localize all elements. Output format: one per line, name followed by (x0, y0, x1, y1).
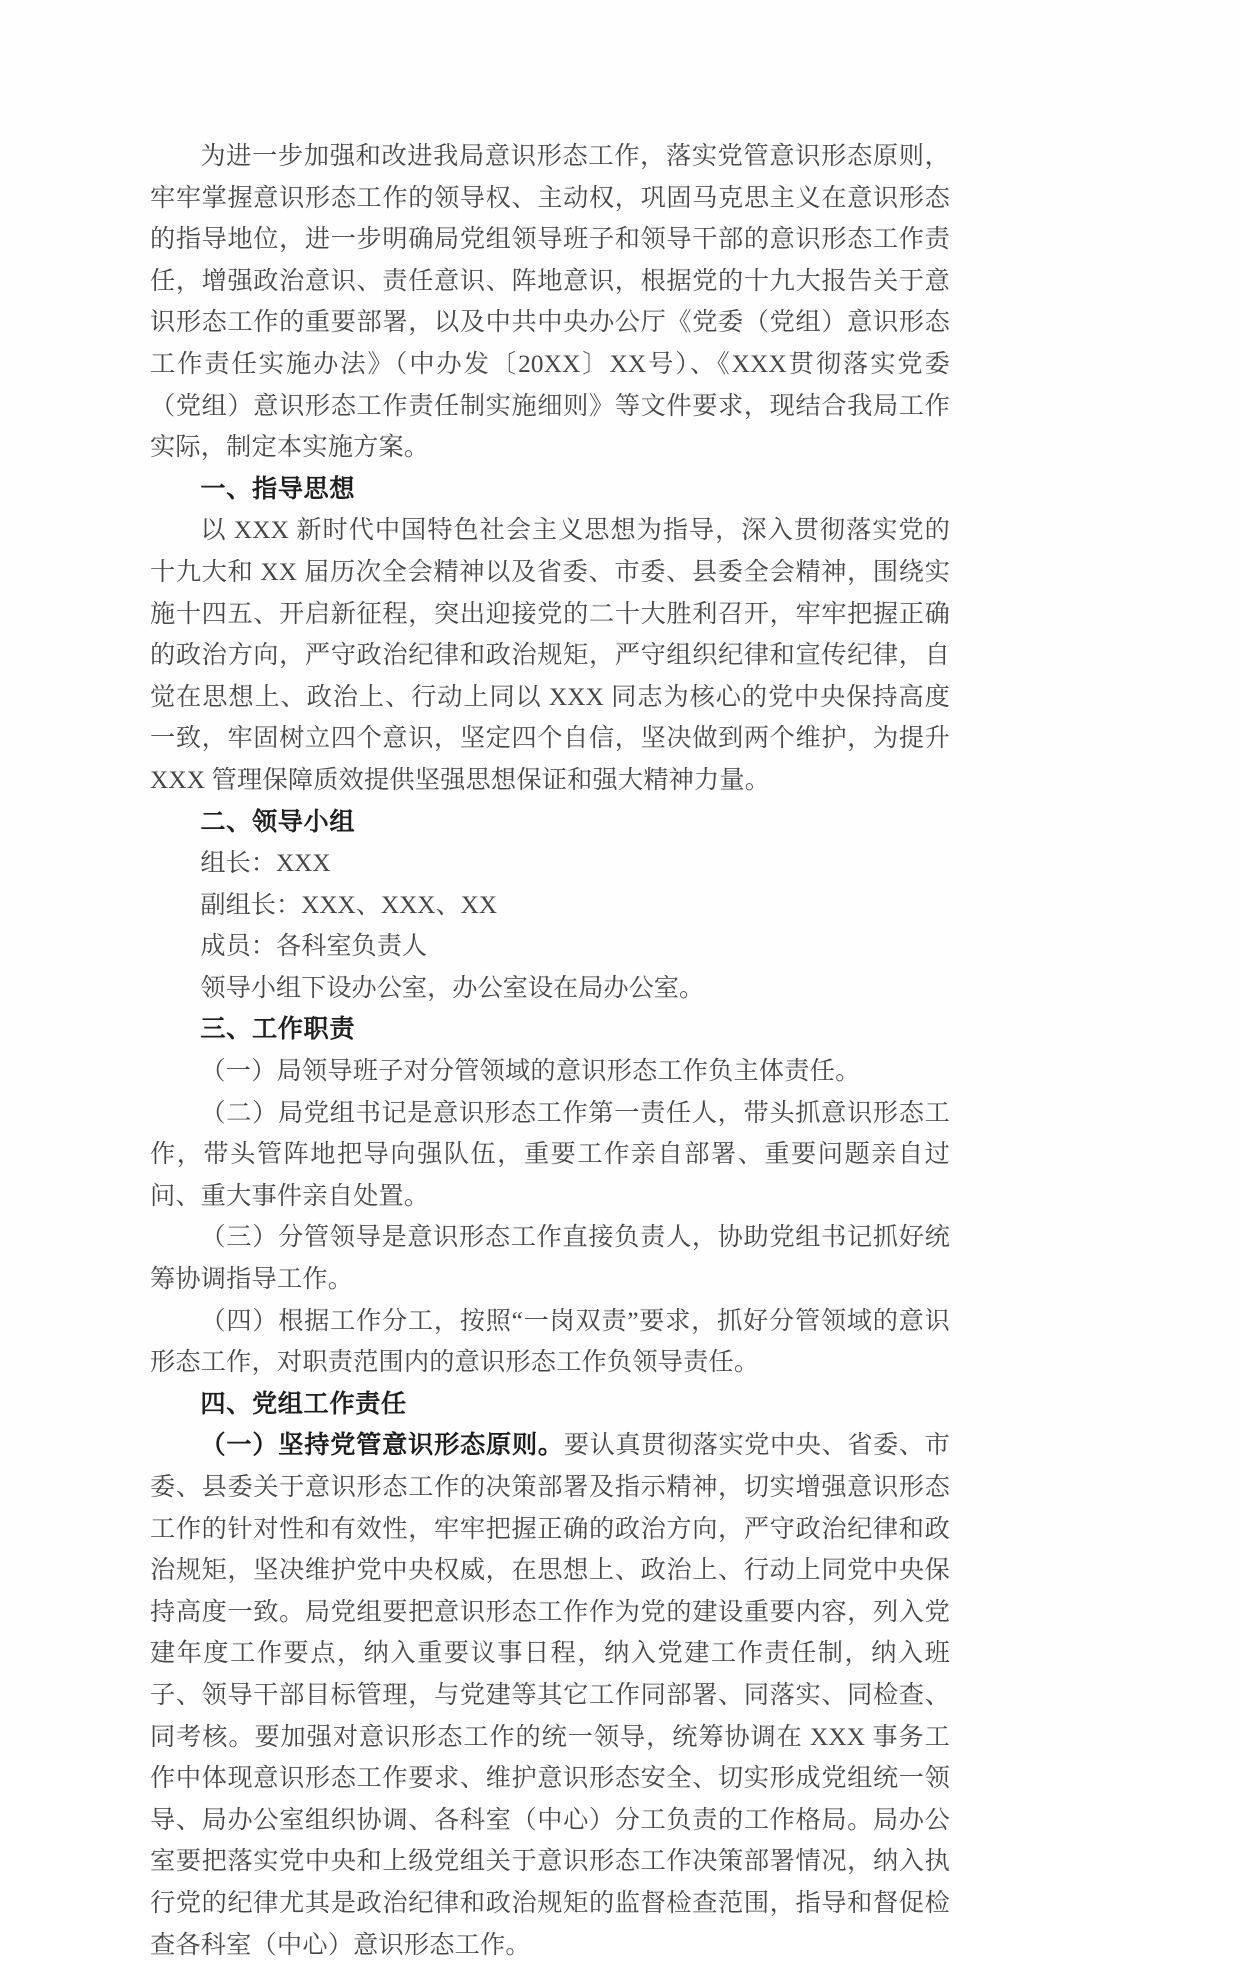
leading-group-members: 成员：各科室负责人 (200, 933, 428, 961)
work-duty-item-2: （二）局党组书记是意识形态工作第一责任人，带头抓意识形态工作，带头管阵地把导向强队伍，重要工作亲自部署、重要问题亲自过问、重大事件亲自处置。 (150, 1099, 950, 1210)
leading-group-deputy-leaders: 副组长：XXX、XXX、XX (200, 891, 498, 919)
party-responsibility-item-1-lead: （一）坚持党管意识形态原则。 (200, 1431, 564, 1460)
leading-group-office: 领导小组下设办公室，办公室设在局办公室。 (200, 974, 705, 1002)
leading-group-leader: 组长：XXX (200, 850, 331, 878)
party-responsibility-item-1-body: 要认真贯彻落实党中央、省委、市委、县委关于意识形态工作的决策部署及指示精神，切实增强意识形态工作的针对性和有效性，牢牢把握正确的政治方向，严守政治纪律和政治规矩，坚决维护党中央权威，在思想上、政治上、行动上同党中央保持高度一致。局党组要把意识形态工作作为党的建设重要内容，列入党建年度工作要点，纳入重要议事日程，纳入党建工作责任制，纳入班子、领导干部目标管理，与党建等其它工作同部署、同落实、同检查、同考核。要加强对意识形态工作的统一领导，统筹协调在 XXX 事务工作中体现意识形态工作要求、维护意识形态安全、切实形成党组统一领导、局办公室组织协调、各科室（中心）分工负责的工作格局。局办公室要把落实党中央和上级党组关于意识形态工作决策部署情况，纳入执行党的纪律尤其是政治纪律和政治规矩的监督检查范围，指导和督促检查各科室（中心）意识形态工作。 (150, 1432, 950, 1959)
section-heading-party-group-responsibility: 四、党组工作责任 (200, 1389, 407, 1418)
work-duty-item-1: （一）局领导班子对分管领域的意识形态工作负主体责任。 (200, 1058, 861, 1086)
guiding-thought-paragraph: 以 XXX 新时代中国特色社会主义思想为指导，深入贯彻落实党的十九大和 XX 届历次全会精神以及省委、市委、县委全会精神，围绕实施十四五、开启新征程，突出迎接党的二十大胜利召开，牢牢把握正确的政治方向，严守政治纪律和政治规矩，严守组织纪律和宣传纪律，自觉在思想上、政治上、行动上同以 XXX 同志为核心的党中央保持高度一致，牢固树立四个意识，坚定四个自信，坚决做到两个维护，为提升 XXX 管理保障质效提供坚强思想保证和强大精神力量。 (150, 517, 950, 794)
section-heading-guiding-thought: 一、指导思想 (200, 474, 356, 503)
work-duty-item-3: （三）分管领导是意识形态工作直接负责人，协助党组书记抓好统筹协调指导工作。 (150, 1224, 950, 1294)
section-heading-work-duties: 三、工作职责 (200, 1015, 356, 1044)
party-responsibility-item-1 (150, 1425, 950, 1966)
intro-paragraph: 为进一步加强和改进我局意识形态工作，落实党管意识形态原则，牢牢掌握意识形态工作的领导权、主动权，巩固马克思主义在意识形态的指导地位，进一步明确局党组领导班子和领导干部的意识形态工作责任，增强政治意识、责任意识、阵地意识，根据党的十九大报告关于意识形态工作的重要部署，以及中共中央办公厅《党委（党组）意识形态工作责任实施办法》（中办发〔20XX〕XX号）、《XXX贯彻落实党委（党组）意识形态工作责任制实施细则》等文件要求，现结合我局工作实际，制定本实施方案。 (150, 143, 950, 462)
work-duty-item-4: （四）根据工作分工，按照“一岗双责”要求，抓好分管领域的意识形态工作，对职责范围内的意识形态工作负领导责任。 (150, 1307, 950, 1377)
section-heading-leading-group: 二、领导小组 (200, 807, 356, 836)
document-body (150, 136, 950, 1966)
